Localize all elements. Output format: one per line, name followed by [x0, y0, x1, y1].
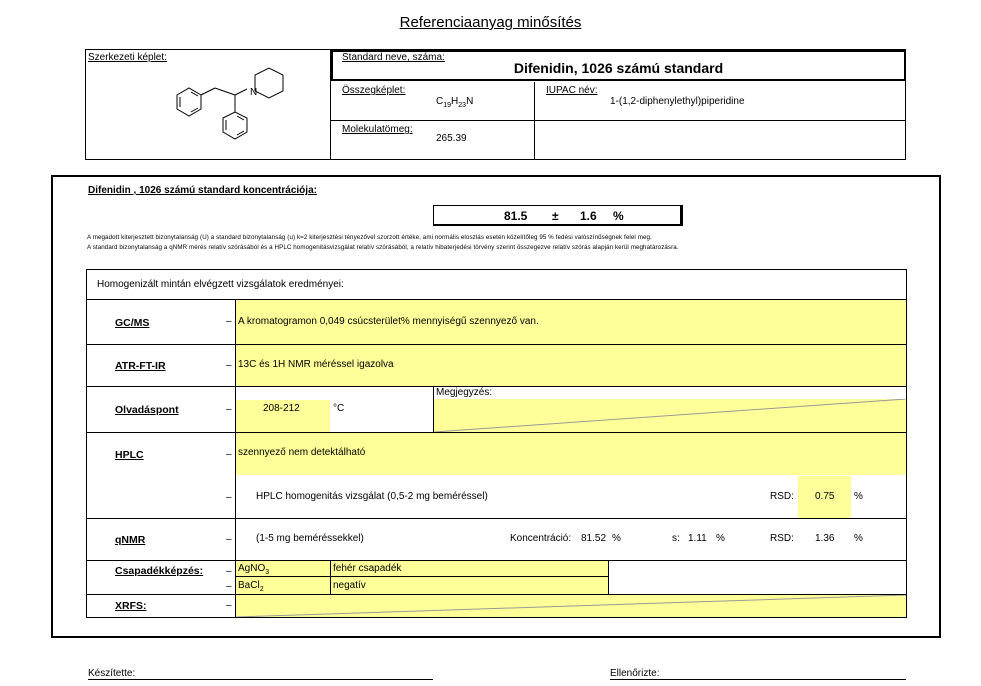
precipitation-label: Csapadékképzés: — [115, 565, 204, 577]
remark-cell — [434, 399, 906, 432]
standard-name-value: Difenidin, 1026 számú standard — [513, 60, 724, 76]
xrfs-cell — [236, 595, 906, 617]
results-header: Homogenizált mintán elvégzett vizsgálatok eredményei: — [97, 279, 344, 290]
qnmr-label: qNMR — [115, 534, 146, 546]
phenyl-ring-1 — [177, 88, 201, 116]
formula-value: $C_{19}H_{23}N$ — [436, 96, 474, 109]
uncertainty-note-1: A megadott kiterjesztett bizonytalanság (U) a standard bizonytalanság (u) k=2 kiterjesztési tényezővel szorzott értéke, ami normális eloszlás esetén közelítőleg 95 % fedési valószínűségnek felel meg. — [87, 234, 652, 241]
concentration-uncertainty: 1.6 — [580, 209, 597, 223]
precip-divider-v — [330, 561, 331, 594]
atr-label: ATR-FT-IR — [115, 360, 166, 372]
xrfs-label: XRFS: — [115, 600, 147, 612]
row-divider — [86, 386, 907, 387]
bond — [201, 88, 215, 95]
remark-label: Megjegyzés: — [436, 387, 493, 398]
hplc-result: szennyező nem detektálható — [238, 447, 366, 458]
checked-by-line — [610, 679, 906, 680]
gcms-result: A kromatogramon 0,049 csúcsterület% mennyiségű szennyező van. — [238, 316, 539, 327]
hplc-rsd-unit: % — [854, 491, 863, 502]
uncertainty-note-2: A standard bizonytalanság a qNMR mérés relatív szórásából és a HPLC homogenitásvizsgálat relatív szórásából, a relatív hibaterjedési törvény szerint összegezve relatív szórás alapján kerül meghatározásra. — [87, 244, 679, 251]
header-divider-horizontal — [330, 120, 906, 121]
melting-point-label: Olvadáspont — [115, 404, 179, 416]
qnmr-rsd-value: 1.36 — [815, 533, 835, 544]
qnmr-dash: – — [226, 534, 232, 545]
bond — [215, 88, 235, 95]
precip-divider-v2 — [608, 561, 609, 594]
structure-diagram — [165, 62, 295, 154]
precip-cell — [236, 561, 608, 594]
hplc-rsd-value: 0.75 — [815, 491, 835, 502]
qnmr-conc-value: 81.52 — [581, 533, 607, 544]
bond — [235, 89, 247, 95]
precip-dash-1: – — [226, 566, 232, 577]
atr-dash: – — [226, 360, 232, 371]
qnmr-s-label: s: — [672, 533, 680, 544]
molecular-weight-value: 265.39 — [436, 133, 467, 144]
qnmr-s-unit: % — [716, 533, 725, 544]
gcms-dash: – — [226, 316, 232, 327]
standard-label: Standard neve, száma: — [342, 52, 445, 63]
hplc-dash: – — [226, 449, 232, 460]
concentration-box — [433, 205, 683, 226]
qnmr-conc-label: Koncentráció: — [510, 533, 572, 544]
concentration-label: Difenidin , 1026 számú standard koncentrációja: — [88, 185, 317, 196]
iupac-label: IUPAC név: — [546, 85, 598, 96]
iupac-value: 1-(1,2-diphenylethyl)piperidine — [610, 96, 745, 107]
precip-divider — [236, 576, 608, 577]
precip-dash-2: – — [226, 581, 232, 592]
qnmr-rsd-unit: % — [854, 533, 863, 544]
hplc-homog-dash: – — [226, 492, 232, 503]
page-title: Referenciaanyag minősítés — [399, 14, 582, 31]
prepared-by-line — [88, 679, 433, 680]
structure-nitrogen: N — [250, 87, 258, 98]
atr-result: 13C és 1H NMR méréssel igazolva — [238, 359, 394, 370]
formula-label: Összegképlet: — [342, 85, 406, 96]
melting-point-unit: °C — [333, 403, 345, 414]
molecular-weight-label: Molekulatömeg: — [342, 124, 413, 135]
prepared-by-label: Készítette: — [88, 668, 136, 679]
mp-dash: – — [226, 404, 232, 415]
plus-minus: ± — [552, 209, 559, 223]
reagent-bacl2: BaCl$_2$ — [238, 580, 264, 593]
qnmr-conc-unit: % — [612, 533, 621, 544]
concentration-unit: % — [613, 209, 624, 223]
phenyl-ring-2 — [223, 112, 247, 139]
hplc-homogeneity-text: HPLC homogenitás vizsgálat (0,5-2 mg beméréssel) — [256, 491, 488, 502]
hplc-label: HPLC — [115, 449, 144, 461]
qnmr-s-value: 1.11 — [688, 533, 707, 544]
structure-label: Szerkezeti képlet: — [88, 52, 167, 63]
piperidine-ring — [255, 68, 283, 98]
gcms-label: GC/MS — [115, 317, 150, 329]
melting-point-value: 208-212 — [263, 403, 300, 414]
hplc-rsd-label: RSD: — [770, 491, 794, 502]
xrfs-dash: – — [226, 600, 232, 611]
reagent-agno3: AgNO$_3$ — [238, 563, 270, 576]
row-divider — [86, 518, 907, 519]
header-divider-vertical-2 — [534, 82, 535, 160]
checked-by-label: Ellenőrizte: — [610, 668, 660, 679]
qnmr-rsd-label: RSD: — [770, 533, 794, 544]
agno3-result: fehér csapadék — [333, 563, 402, 574]
concentration-value: 81.5 — [504, 209, 528, 223]
bacl2-result: negatív — [333, 580, 366, 591]
qnmr-text: (1-5 mg beméréssekkel) — [256, 533, 364, 544]
